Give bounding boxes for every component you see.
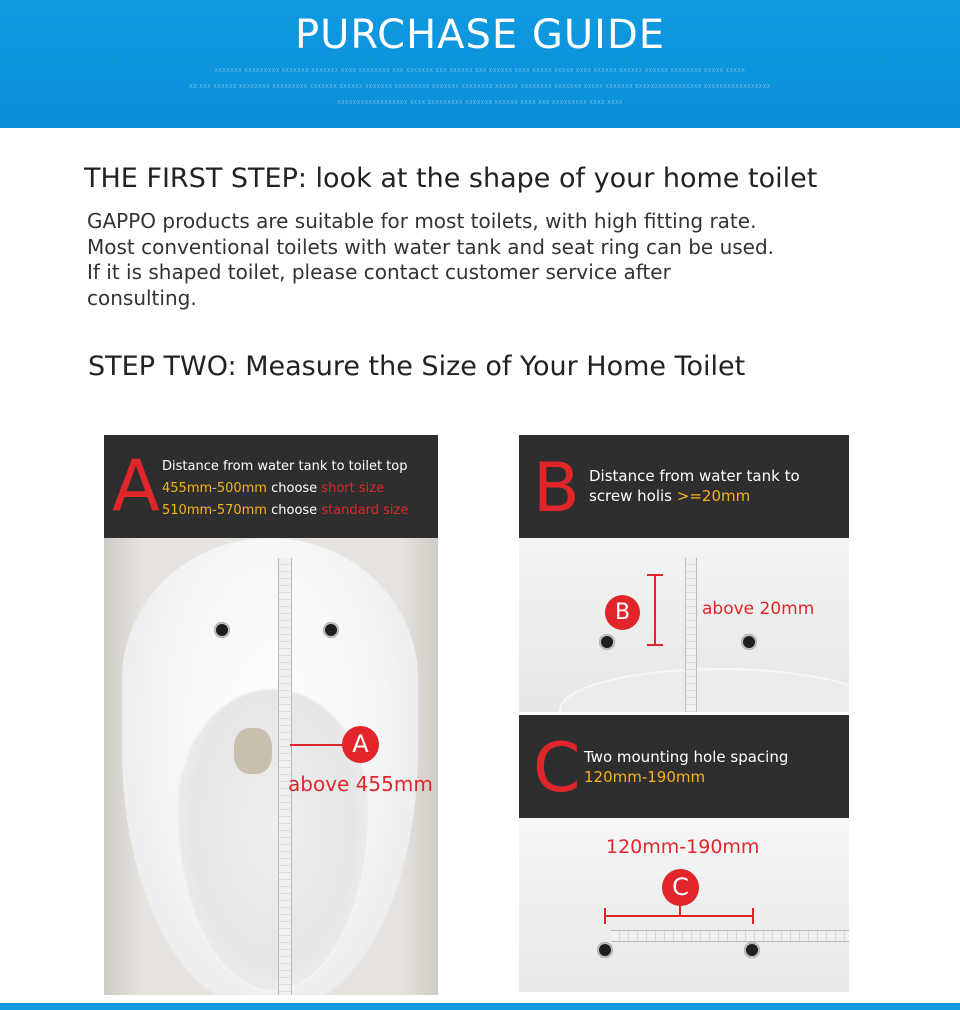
panel-c-header xyxy=(519,715,849,818)
panel-b-photo xyxy=(519,538,849,712)
panel-a-line3 xyxy=(162,500,408,522)
panel-b-header xyxy=(519,435,849,538)
panel-a-line2 xyxy=(162,478,408,500)
measure-tick-bottom xyxy=(647,644,663,646)
panel-c-line1: Two mounting hole spacing xyxy=(584,748,789,766)
measuring-tape xyxy=(685,558,697,712)
panel-a-letter: A xyxy=(112,445,160,527)
panel-c-line2: 120mm-190mm xyxy=(584,768,706,786)
mounting-hole-left xyxy=(597,942,613,958)
panel-a xyxy=(104,435,438,995)
panel-a-header xyxy=(104,435,438,538)
step-two-heading: STEP TWO: Measure the Size of Your Home Toilet xyxy=(88,351,746,382)
step-one-description xyxy=(87,209,774,311)
short-range: 455mm-500mm xyxy=(162,481,267,496)
measure-line-b-vertical xyxy=(654,574,656,646)
banner-subtext-2: XX XXX XXXXXX XXXXXXXX XXXXXXXXX XXXXXXX XXXXXX XXXXXXX XXXXXXXXX XXXXXXX XXXXXXXX XXXXXX XXXXXXXX XXXXXXX XXXXX XXXXXXX XXXXXXXXXXXXXXXXX XXXXXXXXXXXXXXXXX xyxy=(189,84,771,90)
panel-a-text xyxy=(162,456,408,522)
mounting-hole-right xyxy=(741,634,757,650)
panel-c-letter: C xyxy=(533,729,581,808)
description-line: consulting. xyxy=(87,285,197,310)
measure-tick-right xyxy=(752,908,754,924)
banner xyxy=(0,0,960,128)
banner-subtext-1: XXXXXXX XXXXXXXXX XXXXXXX XXXXXXX XXXX XXXXXXXX XXX XXXXXXX XXX XXXXXX XXX XXXXXX XXXX XXXXX XXXXX XXXX XXXXXX XXXXXX XXXXXX XXXXXXXX XXXXX XXXXX xyxy=(214,68,746,74)
measure-line-a xyxy=(290,744,344,746)
standard-size: standard size xyxy=(321,503,409,518)
panel-b-letter: B xyxy=(533,449,580,528)
drain-hole xyxy=(234,728,272,774)
step-one-heading: THE FIRST STEP: look at the shape of your home toilet xyxy=(84,163,818,194)
panel-a-line1: Distance from water tank to toilet top xyxy=(162,459,408,474)
panel-c-photo xyxy=(519,818,849,992)
panel-a-photo xyxy=(104,538,438,995)
marker-a: A xyxy=(342,726,379,763)
mounting-hole-right xyxy=(323,622,339,638)
measure-tick-left xyxy=(604,908,606,924)
choose-text: choose xyxy=(266,481,322,496)
measure-line-c xyxy=(605,915,753,917)
standard-range: 510mm-570mm xyxy=(162,503,267,518)
mounting-hole-left xyxy=(214,622,230,638)
mounting-hole-right xyxy=(744,942,760,958)
measure-label-a: above 455mm xyxy=(288,772,433,796)
panel-b xyxy=(519,435,849,712)
measure-tick-top xyxy=(647,574,663,576)
description-line: Most conventional toilets with water tank and seat ring can be used. xyxy=(87,234,775,259)
banner-subtext-3: XXXXXXXXXXXXXXXXXX XXXX XXXXXXXXX XXXXXXX XXXXXX XXXX XXX XXXXXXXXX XXXX XXXX xyxy=(337,100,623,106)
panel-c-text xyxy=(584,747,788,787)
marker-c: C xyxy=(662,869,699,906)
panel-b-line2-prefix: screw holis xyxy=(589,487,677,505)
panel-c xyxy=(519,715,849,992)
choose-text: choose xyxy=(266,503,322,518)
marker-b: B xyxy=(605,595,640,630)
measuring-tape xyxy=(611,930,849,942)
short-size: short size xyxy=(321,481,385,496)
toilet-seat-edge xyxy=(559,668,849,712)
panel-b-text xyxy=(589,466,800,506)
description-line: GAPPO products are suitable for most toilets, with high fitting rate. xyxy=(87,209,757,233)
panel-b-line1: Distance from water tank to xyxy=(589,467,800,485)
measure-label-b: above 20mm xyxy=(702,599,815,619)
bottom-bar xyxy=(0,1003,960,1010)
description-line: If it is shaped toilet, please contact customer service after xyxy=(87,260,671,284)
panel-b-line2-value: >=20mm xyxy=(676,487,751,505)
measure-label-c: 120mm-190mm xyxy=(606,836,760,858)
mounting-hole-left xyxy=(599,634,615,650)
page-title: PURCHASE GUIDE xyxy=(294,12,666,58)
panel-b-line2 xyxy=(589,486,800,506)
